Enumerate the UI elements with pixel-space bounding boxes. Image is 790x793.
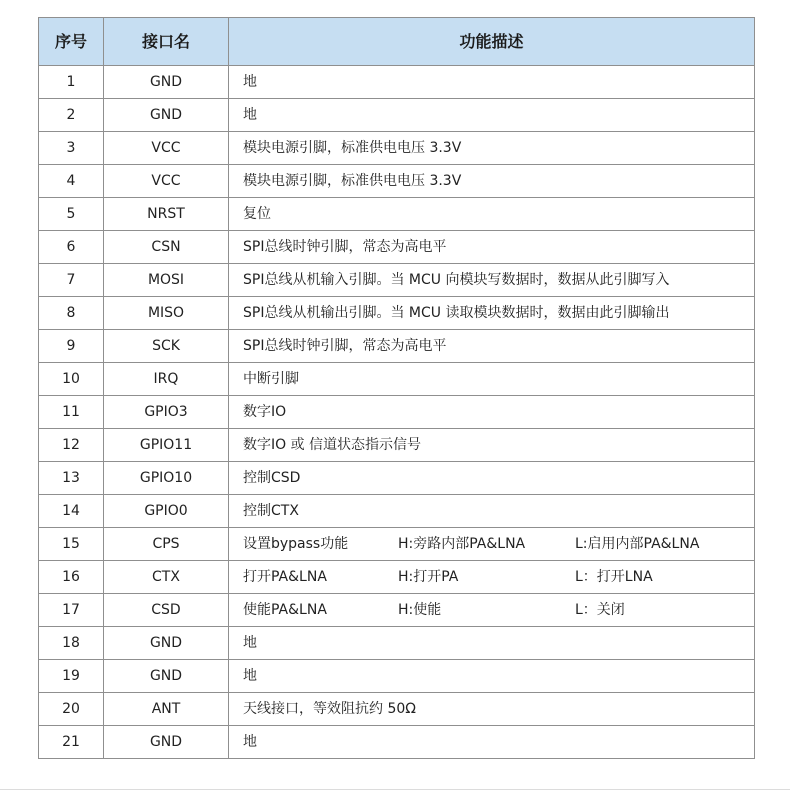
pin-number: 12 [39,429,104,462]
table-row [39,660,755,693]
pin-number: 18 [39,627,104,660]
table-row [39,231,755,264]
pin-name: CSN [104,231,229,264]
description-segment: SPI总线从机输出引脚。当 MCU 读取模块数据时，数据由此引脚输出 [243,305,670,321]
pin-description [229,693,755,726]
pin-description [229,297,755,330]
description-segment: SPI总线从机输入引脚。当 MCU 向模块写数据时，数据从此引脚写入 [243,272,670,288]
description-segment: L：打开LNA [575,569,653,585]
description-segment: 设置bypass功能 [243,536,349,552]
table-row [39,132,755,165]
pin-description [229,528,755,561]
table-row [39,627,755,660]
table-row [39,594,755,627]
pin-number: 6 [39,231,104,264]
pin-number: 16 [39,561,104,594]
pin-number: 20 [39,693,104,726]
pin-name: GND [104,66,229,99]
description-segment: L：关闭 [575,602,625,618]
description-segment: 地 [243,635,257,651]
pin-description [229,561,755,594]
pin-number: 14 [39,495,104,528]
pin-description [229,660,755,693]
pin-name: MOSI [104,264,229,297]
table-header-row [39,18,755,66]
table-row [39,396,755,429]
pin-name: CTX [104,561,229,594]
table-row [39,264,755,297]
description-segment: 复位 [243,206,271,222]
pin-description [229,99,755,132]
pin-number: 10 [39,363,104,396]
pin-name: IRQ [104,363,229,396]
description-segment: 天线接口，等效阻抗约 50Ω [243,701,416,717]
pin-name: VCC [104,165,229,198]
pin-name: GND [104,99,229,132]
description-segment: 地 [243,734,257,750]
pin-description [229,132,755,165]
pin-name: NRST [104,198,229,231]
pin-description [229,726,755,759]
pin-description [229,231,755,264]
description-segment: H:使能 [398,602,442,618]
description-segment: H:旁路内部PA&LNA [398,536,526,552]
pin-number: 2 [39,99,104,132]
pin-description [229,198,755,231]
description-segment: 模块电源引脚，标准供电电压 3.3V [243,173,462,189]
table-row [39,528,755,561]
description-segment: L:启用内部PA&LNA [575,536,700,552]
pin-name: CPS [104,528,229,561]
pin-name: GND [104,660,229,693]
table-row [39,198,755,231]
description-segment: 打开PA&LNA [243,569,327,585]
pin-name: GPIO0 [104,495,229,528]
table-row [39,363,755,396]
pin-number: 4 [39,165,104,198]
pin-definition-table [38,17,755,759]
pin-description [229,627,755,660]
pin-description [229,594,755,627]
description-segment: 数字IO [243,404,287,420]
table-row [39,297,755,330]
pin-name: CSD [104,594,229,627]
pin-number: 21 [39,726,104,759]
pin-description [229,462,755,495]
pin-number: 9 [39,330,104,363]
pin-name: MISO [104,297,229,330]
description-segment: 控制CSD [243,470,301,486]
pin-description [229,66,755,99]
pin-number: 11 [39,396,104,429]
header-name: 接口名 [104,18,229,66]
pin-description [229,264,755,297]
description-segment: 地 [243,74,257,90]
description-segment: 地 [243,107,257,123]
pin-name: ANT [104,693,229,726]
pin-description [229,165,755,198]
header-no: 序号 [39,18,104,66]
pin-description [229,396,755,429]
table-row [39,495,755,528]
table-row [39,66,755,99]
table-row [39,99,755,132]
table-body [39,66,755,759]
pin-number: 7 [39,264,104,297]
description-segment: H:打开PA [398,569,459,585]
table-row [39,561,755,594]
pin-name: GPIO10 [104,462,229,495]
pin-description [229,429,755,462]
table-row [39,726,755,759]
table-row [39,429,755,462]
description-segment: 控制CTX [243,503,299,519]
description-segment: 中断引脚 [243,371,299,387]
pin-description [229,330,755,363]
pin-name: SCK [104,330,229,363]
description-segment: SPI总线时钟引脚，常态为高电平 [243,338,447,354]
pin-number: 8 [39,297,104,330]
description-segment: 地 [243,668,257,684]
pin-name: GND [104,726,229,759]
description-segment: 模块电源引脚，标准供电电压 3.3V [243,140,462,156]
pin-description [229,363,755,396]
description-segment: 使能PA&LNA [243,602,327,618]
table-row [39,330,755,363]
description-segment: 数字IO 或 信道状态指示信号 [243,437,422,453]
table-row [39,462,755,495]
pin-name: GPIO3 [104,396,229,429]
pin-number: 17 [39,594,104,627]
pin-number: 1 [39,66,104,99]
pin-description [229,495,755,528]
pin-number: 5 [39,198,104,231]
pin-number: 3 [39,132,104,165]
pin-name: GPIO11 [104,429,229,462]
pin-name: VCC [104,132,229,165]
description-segment: SPI总线时钟引脚，常态为高电平 [243,239,447,255]
header-desc: 功能描述 [229,18,755,66]
table-row [39,693,755,726]
pin-name: GND [104,627,229,660]
pin-number: 15 [39,528,104,561]
pin-number: 19 [39,660,104,693]
table-row [39,165,755,198]
pin-number: 13 [39,462,104,495]
page-divider [0,789,790,790]
